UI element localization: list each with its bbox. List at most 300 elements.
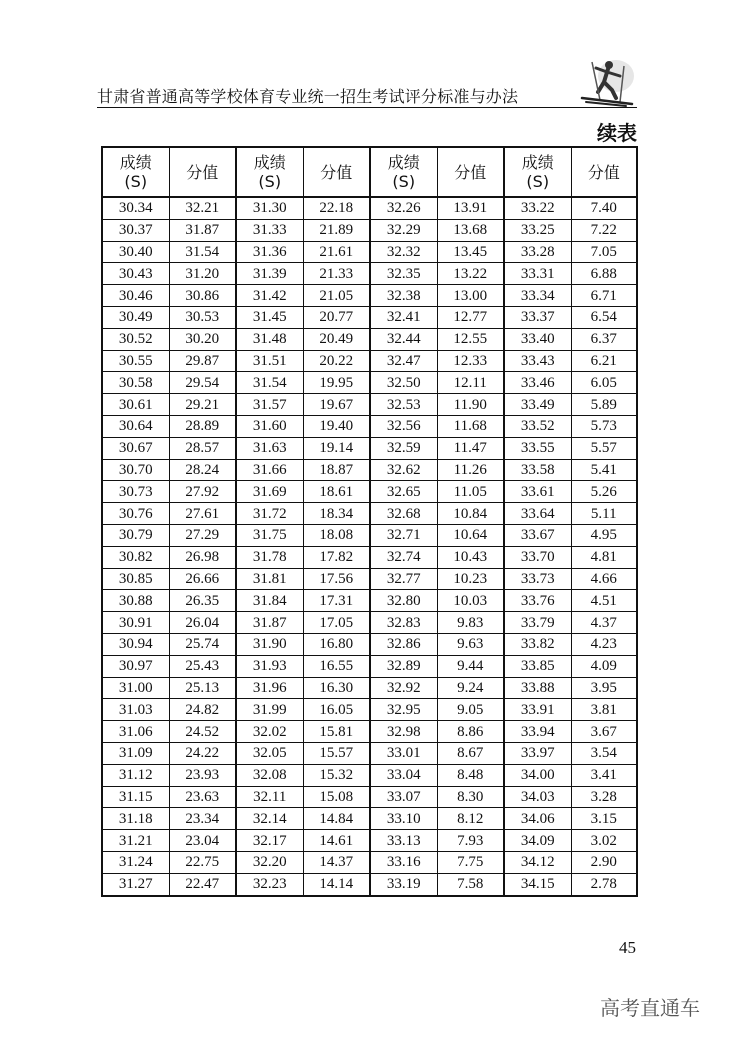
value-cell: 28.57 [169, 437, 236, 459]
score-cell: 33.73 [504, 568, 571, 590]
score-cell: 31.90 [236, 633, 303, 655]
value-cell: 26.98 [169, 546, 236, 568]
value-cell: 4.95 [571, 524, 637, 546]
value-cell: 10.64 [437, 524, 504, 546]
value-cell: 5.57 [571, 437, 637, 459]
table-row [102, 350, 637, 372]
value-cell: 3.02 [571, 830, 637, 852]
value-cell: 3.54 [571, 742, 637, 764]
table-row [102, 655, 637, 677]
score-cell: 31.72 [236, 503, 303, 525]
score-cell: 31.54 [236, 372, 303, 394]
value-cell: 2.90 [571, 851, 637, 873]
value-cell: 3.81 [571, 699, 637, 721]
value-cell: 22.75 [169, 851, 236, 873]
table-row [102, 851, 637, 873]
value-cell: 6.21 [571, 350, 637, 372]
value-cell: 12.77 [437, 306, 504, 328]
value-cell: 11.90 [437, 394, 504, 416]
value-cell: 20.49 [303, 328, 370, 350]
value-cell: 19.95 [303, 372, 370, 394]
value-cell: 14.61 [303, 830, 370, 852]
table-row [102, 306, 637, 328]
score-cell: 30.52 [102, 328, 169, 350]
value-cell: 17.82 [303, 546, 370, 568]
score-cell: 31.78 [236, 546, 303, 568]
score-cell: 30.43 [102, 263, 169, 285]
score-cell: 33.01 [370, 742, 437, 764]
score-cell: 30.64 [102, 415, 169, 437]
value-cell: 16.05 [303, 699, 370, 721]
table-row [102, 546, 637, 568]
value-header: 分值 [169, 147, 236, 197]
score-cell: 33.70 [504, 546, 571, 568]
value-cell: 13.22 [437, 263, 504, 285]
value-cell: 28.89 [169, 415, 236, 437]
value-cell: 12.55 [437, 328, 504, 350]
score-cell: 31.69 [236, 481, 303, 503]
score-cell: 34.03 [504, 786, 571, 808]
value-cell: 7.58 [437, 873, 504, 895]
score-cell: 33.55 [504, 437, 571, 459]
value-cell: 16.80 [303, 633, 370, 655]
value-cell: 5.26 [571, 481, 637, 503]
value-cell: 27.29 [169, 524, 236, 546]
score-cell: 31.81 [236, 568, 303, 590]
score-header: 成绩 (S) [102, 147, 169, 197]
value-cell: 31.87 [169, 219, 236, 241]
table-row [102, 677, 637, 699]
score-cell: 33.64 [504, 503, 571, 525]
value-cell: 15.81 [303, 721, 370, 743]
value-cell: 12.11 [437, 372, 504, 394]
value-cell: 25.13 [169, 677, 236, 699]
value-cell: 10.03 [437, 590, 504, 612]
value-cell: 32.21 [169, 197, 236, 219]
score-cell: 31.39 [236, 263, 303, 285]
table-row [102, 263, 637, 285]
score-cell: 33.88 [504, 677, 571, 699]
value-cell: 3.95 [571, 677, 637, 699]
value-cell: 23.93 [169, 764, 236, 786]
value-cell: 11.68 [437, 415, 504, 437]
value-cell: 11.05 [437, 481, 504, 503]
score-cell: 33.10 [370, 808, 437, 830]
table-row [102, 590, 637, 612]
score-cell: 33.67 [504, 524, 571, 546]
value-cell: 5.73 [571, 415, 637, 437]
score-cell: 32.35 [370, 263, 437, 285]
value-cell: 12.33 [437, 350, 504, 372]
score-cell: 32.95 [370, 699, 437, 721]
value-cell: 13.45 [437, 241, 504, 263]
watermark-text: 高考直通车 [600, 996, 700, 1020]
value-cell: 24.22 [169, 742, 236, 764]
score-cell: 33.97 [504, 742, 571, 764]
value-cell: 8.86 [437, 721, 504, 743]
value-cell: 23.63 [169, 786, 236, 808]
value-cell: 22.47 [169, 873, 236, 895]
score-cell: 31.51 [236, 350, 303, 372]
score-cell: 33.22 [504, 197, 571, 219]
table-row [102, 285, 637, 307]
page-number: 45 [619, 938, 636, 957]
score-cell: 32.26 [370, 197, 437, 219]
table-row [102, 764, 637, 786]
score-table [101, 146, 638, 897]
score-cell: 32.29 [370, 219, 437, 241]
score-cell: 31.63 [236, 437, 303, 459]
value-cell: 16.30 [303, 677, 370, 699]
value-cell: 6.54 [571, 306, 637, 328]
score-cell: 30.85 [102, 568, 169, 590]
value-cell: 18.61 [303, 481, 370, 503]
value-cell: 26.66 [169, 568, 236, 590]
value-cell: 19.14 [303, 437, 370, 459]
value-cell: 8.30 [437, 786, 504, 808]
value-cell: 5.41 [571, 459, 637, 481]
table-row [102, 633, 637, 655]
table-row [102, 394, 637, 416]
score-cell: 31.21 [102, 830, 169, 852]
score-cell: 32.59 [370, 437, 437, 459]
value-cell: 20.22 [303, 350, 370, 372]
score-cell: 33.37 [504, 306, 571, 328]
score-cell: 30.73 [102, 481, 169, 503]
score-cell: 33.40 [504, 328, 571, 350]
score-cell: 32.05 [236, 742, 303, 764]
score-cell: 30.97 [102, 655, 169, 677]
score-cell: 30.76 [102, 503, 169, 525]
score-cell: 31.36 [236, 241, 303, 263]
score-cell: 34.06 [504, 808, 571, 830]
score-cell: 32.83 [370, 612, 437, 634]
score-cell: 33.46 [504, 372, 571, 394]
table-row [102, 786, 637, 808]
score-cell: 33.07 [370, 786, 437, 808]
value-cell: 19.67 [303, 394, 370, 416]
value-cell: 11.26 [437, 459, 504, 481]
value-cell: 15.08 [303, 786, 370, 808]
value-cell: 19.40 [303, 415, 370, 437]
score-cell: 32.02 [236, 721, 303, 743]
value-cell: 6.37 [571, 328, 637, 350]
score-cell: 31.45 [236, 306, 303, 328]
score-cell: 31.57 [236, 394, 303, 416]
score-cell: 33.61 [504, 481, 571, 503]
score-cell: 33.76 [504, 590, 571, 612]
score-cell: 31.09 [102, 742, 169, 764]
value-cell: 27.61 [169, 503, 236, 525]
value-cell: 23.34 [169, 808, 236, 830]
value-cell: 4.37 [571, 612, 637, 634]
value-cell: 8.67 [437, 742, 504, 764]
score-cell: 31.87 [236, 612, 303, 634]
value-cell: 20.77 [303, 306, 370, 328]
value-cell: 15.57 [303, 742, 370, 764]
score-cell: 34.09 [504, 830, 571, 852]
value-cell: 22.18 [303, 197, 370, 219]
value-cell: 29.54 [169, 372, 236, 394]
continuation-label: 续表 [597, 121, 637, 145]
value-cell: 18.08 [303, 524, 370, 546]
score-cell: 33.25 [504, 219, 571, 241]
value-cell: 27.92 [169, 481, 236, 503]
value-cell: 18.34 [303, 503, 370, 525]
score-cell: 33.49 [504, 394, 571, 416]
table-header-row [102, 147, 637, 197]
value-cell: 28.24 [169, 459, 236, 481]
score-cell: 33.79 [504, 612, 571, 634]
value-cell: 7.40 [571, 197, 637, 219]
table-row [102, 808, 637, 830]
table-row [102, 830, 637, 852]
score-cell: 30.58 [102, 372, 169, 394]
table-row [102, 742, 637, 764]
score-cell: 32.41 [370, 306, 437, 328]
value-cell: 21.05 [303, 285, 370, 307]
value-cell: 9.24 [437, 677, 504, 699]
score-cell: 32.71 [370, 524, 437, 546]
value-cell: 31.54 [169, 241, 236, 263]
value-cell: 17.56 [303, 568, 370, 590]
value-cell: 8.48 [437, 764, 504, 786]
score-cell: 32.38 [370, 285, 437, 307]
score-cell: 32.62 [370, 459, 437, 481]
value-cell: 24.52 [169, 721, 236, 743]
value-cell: 21.89 [303, 219, 370, 241]
table-row [102, 219, 637, 241]
table-row [102, 568, 637, 590]
score-cell: 32.08 [236, 764, 303, 786]
score-cell: 33.31 [504, 263, 571, 285]
score-cell: 31.03 [102, 699, 169, 721]
score-cell: 31.42 [236, 285, 303, 307]
value-cell: 31.20 [169, 263, 236, 285]
score-cell: 32.80 [370, 590, 437, 612]
value-cell: 25.43 [169, 655, 236, 677]
value-cell: 4.81 [571, 546, 637, 568]
value-cell: 17.31 [303, 590, 370, 612]
value-cell: 6.05 [571, 372, 637, 394]
score-cell: 31.06 [102, 721, 169, 743]
score-cell: 30.70 [102, 459, 169, 481]
value-cell: 13.91 [437, 197, 504, 219]
score-cell: 32.98 [370, 721, 437, 743]
score-cell: 30.88 [102, 590, 169, 612]
score-cell: 33.94 [504, 721, 571, 743]
value-cell: 4.23 [571, 633, 637, 655]
score-cell: 31.18 [102, 808, 169, 830]
score-cell: 31.12 [102, 764, 169, 786]
table-row [102, 721, 637, 743]
score-cell: 32.68 [370, 503, 437, 525]
value-cell: 21.61 [303, 241, 370, 263]
score-cell: 32.77 [370, 568, 437, 590]
value-cell: 14.14 [303, 873, 370, 895]
table-row [102, 459, 637, 481]
score-cell: 31.33 [236, 219, 303, 241]
value-cell: 26.04 [169, 612, 236, 634]
table-row [102, 197, 637, 219]
score-cell: 33.82 [504, 633, 571, 655]
score-cell: 32.11 [236, 786, 303, 808]
value-cell: 3.67 [571, 721, 637, 743]
score-cell: 32.56 [370, 415, 437, 437]
value-cell: 17.05 [303, 612, 370, 634]
value-cell: 21.33 [303, 263, 370, 285]
score-cell: 32.44 [370, 328, 437, 350]
score-cell: 30.49 [102, 306, 169, 328]
score-cell: 33.19 [370, 873, 437, 895]
value-cell: 13.68 [437, 219, 504, 241]
score-cell: 31.48 [236, 328, 303, 350]
value-cell: 9.05 [437, 699, 504, 721]
score-cell: 31.60 [236, 415, 303, 437]
score-cell: 30.82 [102, 546, 169, 568]
value-cell: 23.04 [169, 830, 236, 852]
value-cell: 10.84 [437, 503, 504, 525]
score-cell: 32.89 [370, 655, 437, 677]
value-cell: 9.83 [437, 612, 504, 634]
table-row [102, 241, 637, 263]
score-cell: 33.85 [504, 655, 571, 677]
score-cell: 34.00 [504, 764, 571, 786]
score-cell: 32.86 [370, 633, 437, 655]
value-cell: 25.74 [169, 633, 236, 655]
value-cell: 10.23 [437, 568, 504, 590]
score-cell: 31.84 [236, 590, 303, 612]
score-cell: 32.53 [370, 394, 437, 416]
table-row [102, 415, 637, 437]
table-row [102, 372, 637, 394]
table-row [102, 524, 637, 546]
score-cell: 31.15 [102, 786, 169, 808]
value-cell: 6.71 [571, 285, 637, 307]
score-cell: 34.12 [504, 851, 571, 873]
value-cell: 14.84 [303, 808, 370, 830]
score-cell: 31.96 [236, 677, 303, 699]
value-cell: 5.11 [571, 503, 637, 525]
score-cell: 31.99 [236, 699, 303, 721]
value-cell: 5.89 [571, 394, 637, 416]
value-header: 分值 [571, 147, 637, 197]
score-header: 成绩 (S) [504, 147, 571, 197]
value-cell: 7.22 [571, 219, 637, 241]
value-cell: 8.12 [437, 808, 504, 830]
skier-icon [576, 56, 636, 108]
score-cell: 31.30 [236, 197, 303, 219]
value-cell: 7.93 [437, 830, 504, 852]
score-cell: 30.40 [102, 241, 169, 263]
score-cell: 31.24 [102, 851, 169, 873]
score-cell: 33.43 [504, 350, 571, 372]
table-row [102, 328, 637, 350]
score-cell: 32.17 [236, 830, 303, 852]
table-row [102, 503, 637, 525]
score-cell: 33.91 [504, 699, 571, 721]
value-cell: 16.55 [303, 655, 370, 677]
score-cell: 32.50 [370, 372, 437, 394]
score-header: 成绩 (S) [370, 147, 437, 197]
score-cell: 32.23 [236, 873, 303, 895]
header-divider [97, 107, 637, 108]
table-row [102, 481, 637, 503]
score-cell: 30.79 [102, 524, 169, 546]
score-cell: 30.55 [102, 350, 169, 372]
score-cell: 32.92 [370, 677, 437, 699]
score-cell: 34.15 [504, 873, 571, 895]
value-cell: 30.86 [169, 285, 236, 307]
table-body [102, 197, 637, 896]
score-cell: 31.00 [102, 677, 169, 699]
score-cell: 31.27 [102, 873, 169, 895]
value-cell: 2.78 [571, 873, 637, 895]
table-row [102, 873, 637, 895]
score-cell: 33.58 [504, 459, 571, 481]
score-cell: 30.34 [102, 197, 169, 219]
value-header: 分值 [437, 147, 504, 197]
score-cell: 33.13 [370, 830, 437, 852]
score-cell: 30.67 [102, 437, 169, 459]
value-cell: 30.53 [169, 306, 236, 328]
score-cell: 32.47 [370, 350, 437, 372]
score-cell: 32.74 [370, 546, 437, 568]
score-cell: 30.61 [102, 394, 169, 416]
score-cell: 30.37 [102, 219, 169, 241]
score-cell: 30.91 [102, 612, 169, 634]
score-cell: 30.94 [102, 633, 169, 655]
value-cell: 13.00 [437, 285, 504, 307]
value-header: 分值 [303, 147, 370, 197]
value-cell: 4.66 [571, 568, 637, 590]
table-row [102, 699, 637, 721]
score-cell: 31.75 [236, 524, 303, 546]
value-cell: 29.21 [169, 394, 236, 416]
value-cell: 3.28 [571, 786, 637, 808]
value-cell: 9.44 [437, 655, 504, 677]
value-cell: 9.63 [437, 633, 504, 655]
value-cell: 6.88 [571, 263, 637, 285]
score-cell: 30.46 [102, 285, 169, 307]
page-header-title: 甘肃省普通高等学校体育专业统一招生考试评分标准与办法 [97, 87, 519, 106]
value-cell: 24.82 [169, 699, 236, 721]
score-cell: 33.28 [504, 241, 571, 263]
value-cell: 18.87 [303, 459, 370, 481]
value-cell: 4.51 [571, 590, 637, 612]
score-cell: 33.34 [504, 285, 571, 307]
value-cell: 14.37 [303, 851, 370, 873]
value-cell: 26.35 [169, 590, 236, 612]
table-row [102, 612, 637, 634]
score-cell: 31.93 [236, 655, 303, 677]
table-row [102, 437, 637, 459]
score-header: 成绩 (S) [236, 147, 303, 197]
score-cell: 32.65 [370, 481, 437, 503]
value-cell: 29.87 [169, 350, 236, 372]
value-cell: 11.47 [437, 437, 504, 459]
value-cell: 3.15 [571, 808, 637, 830]
value-cell: 3.41 [571, 764, 637, 786]
value-cell: 7.75 [437, 851, 504, 873]
score-cell: 32.14 [236, 808, 303, 830]
score-cell: 33.52 [504, 415, 571, 437]
score-cell: 33.16 [370, 851, 437, 873]
score-cell: 33.04 [370, 764, 437, 786]
score-cell: 32.32 [370, 241, 437, 263]
value-cell: 7.05 [571, 241, 637, 263]
value-cell: 30.20 [169, 328, 236, 350]
